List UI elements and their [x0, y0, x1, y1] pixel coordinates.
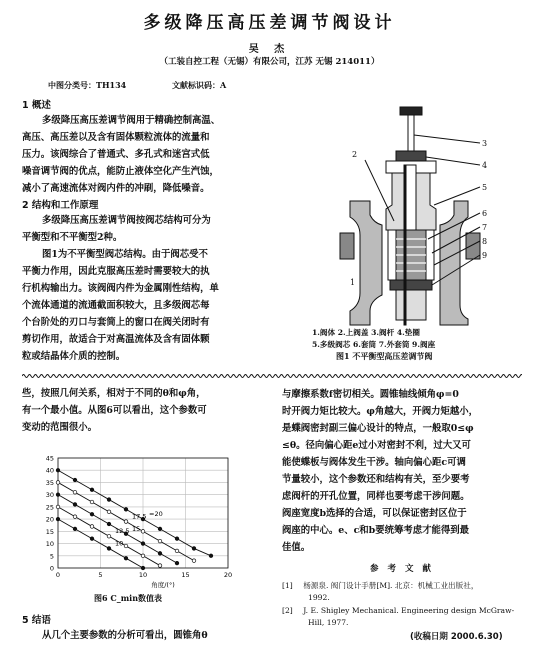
- text-line: 图1为不平衡型阀芯结构。由于阀芯受不: [42, 249, 208, 260]
- section-1-body: [22, 112, 220, 197]
- x-tick-label: 0: [55, 571, 61, 579]
- valve-cross-section-figure: [330, 105, 530, 330]
- callout-label: 5: [482, 183, 488, 192]
- section-5-title: 5 结语: [22, 615, 51, 626]
- document-code: 文献标识码：A: [172, 80, 227, 90]
- y-tick-label: 0: [49, 564, 54, 573]
- data-point: [158, 552, 162, 556]
- text-line: 虑阀杆的开孔位置，同样也要考虑干涉问题。: [282, 491, 470, 502]
- stem-cap: [400, 107, 422, 115]
- y-tick-label: 10: [45, 540, 54, 549]
- data-point: [90, 500, 94, 504]
- references-title: 参 考 文 献: [370, 564, 434, 574]
- valve-body-right: [440, 201, 468, 325]
- x-tick-label: 10: [138, 571, 148, 579]
- section-2-body: [22, 212, 219, 365]
- text-line: 阀座的中心。e、c和b要统筹考虑才能得到最: [282, 525, 469, 536]
- data-point: [158, 564, 162, 568]
- text-line: 噪音调节阀的优点，能防止液体空化产生汽蚀，: [22, 166, 219, 177]
- data-point: [124, 544, 128, 548]
- affiliation: （工装自控工程（无锡）有限公司，江苏 无锡 214011）: [159, 57, 380, 67]
- x-tick-label: 5: [98, 571, 103, 579]
- text-line: 平衡型和不平衡型2种。: [22, 232, 123, 243]
- reference-text: J. E. Shigley Mechanical. Engineering design McGraw-: [303, 606, 515, 615]
- callout-label: 3: [482, 139, 488, 148]
- text-line: 些，按照几何关系，相对于不同的θ和φ角，: [22, 388, 206, 399]
- section-5-line: 从几个主要参数的分析可看出，圆锥角θ: [42, 630, 208, 641]
- callout-label: 6: [482, 209, 488, 218]
- valve-body-left: [350, 201, 382, 325]
- text-line: 多级降压高压差调节阀用于精确控制高温、: [42, 115, 221, 126]
- series-label: 10: [115, 539, 124, 548]
- text-line: 能使蝶板与阀体发生干涉。轴向偏心距c可调: [282, 457, 466, 468]
- text-line: 与摩擦系数f密切相关。圆锥轴线倾角φ=0: [282, 389, 459, 400]
- reference-text: 1992.: [308, 593, 330, 602]
- section-1-title: 1 概述: [22, 100, 51, 111]
- text-line: 节量较小，这个参数还和结构有关，至少要考: [282, 474, 470, 485]
- reference-1: [282, 580, 478, 604]
- lower-guide: [396, 290, 426, 320]
- page-break-separator: [22, 372, 522, 380]
- data-point: [107, 534, 111, 538]
- inlet-flange: [340, 233, 354, 259]
- paper-title: 多级降压高压差调节阀设计: [143, 13, 396, 33]
- received-date: (收稿日期 2000.6.30): [410, 632, 503, 642]
- y-tick-label: 5: [49, 552, 54, 561]
- author: 吴 杰: [248, 44, 291, 55]
- data-point: [107, 498, 111, 502]
- x-axis-label: 角度/(°): [151, 581, 175, 589]
- reference-text: 杨源泉. 阀门设计手册[M]. 北京：机械工业出版社，: [303, 581, 479, 590]
- y-tick-label: 40: [45, 466, 54, 475]
- text-line: 个流体通道的流通截面积较大，且多级阀芯每: [22, 300, 210, 311]
- series-label: 17.5: [132, 512, 147, 521]
- data-point: [107, 522, 111, 526]
- valve-seat: [390, 280, 432, 290]
- data-point: [192, 547, 196, 551]
- text-line: 有一个最小值。从图6可以看出，这个参数可: [22, 405, 207, 416]
- outlet-flange: [466, 233, 480, 259]
- data-point: [73, 527, 77, 531]
- data-point: [124, 508, 128, 512]
- text-line: 减小了高速流体对阀内件的冲刷，降低噪音。: [22, 183, 210, 194]
- text-line: ≤θ。径向偏心距e过小对密封不利，过大又可: [282, 440, 471, 451]
- figure6-caption: 图6 C_min数值表: [94, 593, 163, 603]
- data-point: [90, 512, 94, 516]
- continued-text-left: [22, 385, 207, 436]
- data-point: [124, 556, 128, 560]
- y-tick-label: 15: [45, 527, 54, 536]
- text-line: 平衡力作用，因此克服高压差时需要较大的执: [22, 266, 210, 277]
- data-point: [73, 503, 77, 507]
- cmin-chart: [28, 452, 253, 592]
- data-point: [141, 542, 145, 546]
- data-point: [56, 517, 60, 521]
- y-tick-label: 20: [45, 515, 54, 524]
- figure1-caption: 图1 不平衡型高压差调节阀: [336, 351, 433, 361]
- data-point: [73, 490, 77, 494]
- callout-label: 1: [350, 278, 356, 287]
- text-line: 是蝶阀密封副三偏心设计的特点，一般取0≤φ: [282, 423, 474, 434]
- x-tick-label: 20: [223, 571, 233, 579]
- series-label: 15: [132, 524, 141, 533]
- y-tick-label: 25: [45, 503, 54, 512]
- text-line: 多级降压高压差调节阀按阀芯结构可分为: [42, 215, 211, 226]
- section-2-title: 2 结构和工作原理: [22, 200, 99, 211]
- stem-top: [408, 113, 414, 153]
- data-point: [175, 561, 179, 565]
- data-point: [141, 530, 145, 534]
- data-point: [158, 527, 162, 531]
- data-point: [73, 478, 77, 482]
- reference-text: Hill, 1977.: [308, 618, 349, 627]
- data-point: [158, 539, 162, 543]
- text-line: 佳值。: [282, 542, 311, 553]
- callout-label: 9: [482, 251, 488, 260]
- data-point: [141, 566, 145, 570]
- text-line: 粒或结晶体介质的控制。: [22, 351, 126, 362]
- data-point: [73, 515, 77, 519]
- y-tick-label: 45: [45, 454, 54, 463]
- figure1-legend-line1: 1.阀体 2.上阀盖 3.阀杆 4.垫圈: [312, 328, 420, 337]
- data-point: [141, 554, 145, 558]
- data-point: [124, 520, 128, 524]
- reference-2: [282, 605, 514, 629]
- data-point: [56, 468, 60, 472]
- data-point: [175, 537, 179, 541]
- text-line: 变动的范围很小。: [22, 422, 98, 433]
- data-point: [192, 559, 196, 563]
- figure1-legend-line2: 5.多级阀芯 6.套筒 7.外套筒 9.阀座: [312, 340, 436, 349]
- reference-number: [2]: [282, 606, 293, 615]
- x-tick-label: 15: [181, 571, 190, 579]
- text-line: 时开阀力矩比较大。φ角越大，开阀力矩越小，: [282, 406, 478, 417]
- data-point: [56, 481, 60, 485]
- callout-label: 4: [482, 161, 488, 170]
- class-number: 中图分类号：TH134: [48, 80, 127, 90]
- data-point: [209, 554, 213, 558]
- data-point: [90, 537, 94, 541]
- data-point: [107, 510, 111, 514]
- data-point: [90, 525, 94, 529]
- text-line: 阀座宽度b选择的合适，可以保证密封区位于: [282, 508, 467, 519]
- centerline: [404, 165, 406, 325]
- callout-label: 2: [352, 150, 358, 159]
- continued-text-right: [282, 386, 478, 556]
- data-point: [107, 547, 111, 551]
- series-label: 12.5: [115, 527, 130, 536]
- series-label: =20: [149, 510, 163, 519]
- data-point: [175, 549, 179, 553]
- reference-number: [1]: [282, 581, 293, 590]
- y-tick-label: 30: [45, 491, 54, 500]
- callout-label: 8: [482, 237, 488, 246]
- text-line: 剪切作用，故适合于对高温流体及含有固体颗: [22, 334, 210, 345]
- text-line: 个台阶处的刃口与套筒上的窗口在阀关闭时有: [22, 317, 210, 328]
- text-line: 高压、高压差以及含有固体颗粒流体的流量和: [22, 132, 210, 143]
- y-tick-label: 35: [45, 478, 54, 487]
- data-point: [90, 488, 94, 492]
- data-point: [56, 505, 60, 509]
- callout-label: 7: [482, 223, 488, 232]
- data-point: [56, 493, 60, 497]
- text-line: 行机构输出力。该阀阀内件为金属刚性结构，单: [22, 283, 219, 294]
- bonnet-flange-top: [396, 151, 426, 161]
- text-line: 压力。该阀综合了普通式、多孔式和迷宫式低: [22, 149, 210, 160]
